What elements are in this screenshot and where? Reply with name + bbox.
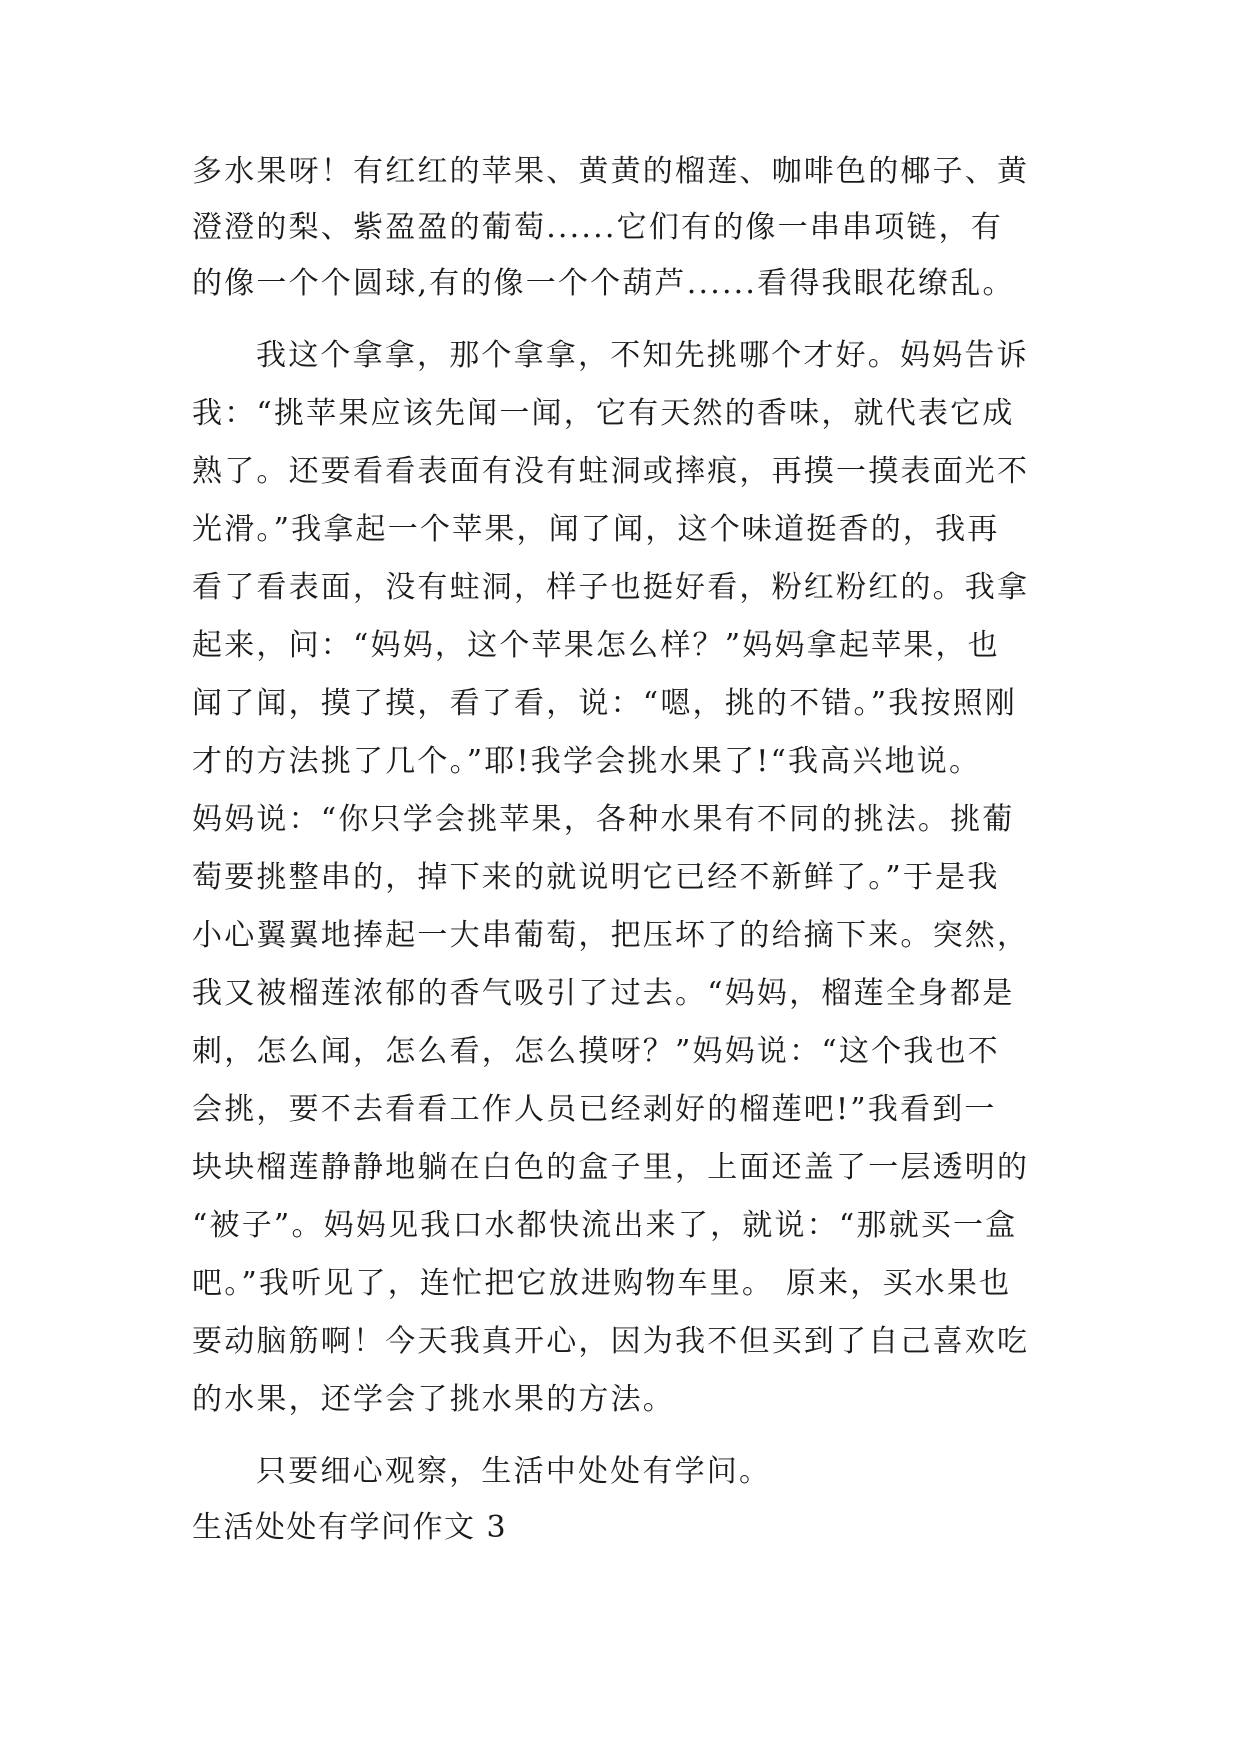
text-line: 熟了。还要看看表面有没有蛀洞或摔痕，再摸一摸表面光不 (192, 454, 1030, 489)
text-line: 会挑，要不去看看工作人员已经剥好的榴莲吧!”我看到一 (192, 1092, 997, 1127)
text-line: 我：“挑苹果应该先闻一闻，它有天然的香味，就代表它成 (192, 396, 1015, 431)
text-line: 刺，怎么闻，怎么看，怎么摸呀？”妈妈说：“这个我也不 (192, 1034, 1000, 1069)
text-line: 的像一个个圆球,有的像一个个葫芦......看得我眼花缭乱。 (192, 266, 1015, 301)
text-line: 块块榴莲静静地躺在白色的盒子里，上面还盖了一层透明的 (192, 1150, 1030, 1185)
text-line: 光滑。”我拿起一个苹果，闻了闻，这个味道挺香的，我再 (192, 512, 1000, 547)
text-line: 起来，问：“妈妈，这个苹果怎么样？”妈妈拿起苹果，也 (192, 628, 1000, 663)
text-line: 闻了闻，摸了摸，看了看，说：“嗯，挑的不错。”我按照刚 (192, 686, 1018, 721)
text-line: 的水果，还学会了挑水果的方法。 (192, 1382, 675, 1417)
text-line: 多水果呀！有红红的苹果、黄黄的榴莲、咖啡色的椰子、黄 (192, 154, 1030, 189)
text-line: 小心翼翼地捧起一大串葡萄，把压坏了的给摘下来。突然， (192, 918, 1030, 953)
text-line: “被子”。妈妈见我口水都快流出来了，就说：“那就买一盒 (192, 1208, 1018, 1243)
text-line: 我又被榴莲浓郁的香气吸引了过去。“妈妈，榴莲全身都是 (192, 976, 1015, 1011)
text-line: 澄澄的梨、紫盈盈的葡萄......它们有的像一串串项链，有 (192, 210, 1004, 245)
text-line: 才的方法挑了几个。”耶!我学会挑水果了!“我高兴地说。 (192, 744, 982, 779)
text-line: 看了看表面，没有蛀洞，样子也挺好看，粉红粉红的。我拿 (192, 570, 1030, 605)
paragraph-start-line: 只要细心观察，生活中处处有学问。 (256, 1454, 772, 1489)
section-heading: 生活处处有学问作文 3 (192, 1510, 508, 1545)
text-line: 萄要挑整串的，掉下来的就说明它已经不新鲜了。”于是我 (192, 860, 1000, 895)
text-line: 吧。”我听见了，连忙把它放进购物车里。 原来，买水果也 (192, 1266, 1012, 1301)
text-line: 要动脑筋啊！今天我真开心，因为我不但买到了自己喜欢吃 (192, 1324, 1030, 1359)
paragraph-start-line: 我这个拿拿，那个拿拿，不知先挑哪个才好。妈妈告诉 (256, 338, 1029, 373)
text-line: 妈妈说：“你只学会挑苹果，各种水果有不同的挑法。挑葡 (192, 802, 1015, 837)
